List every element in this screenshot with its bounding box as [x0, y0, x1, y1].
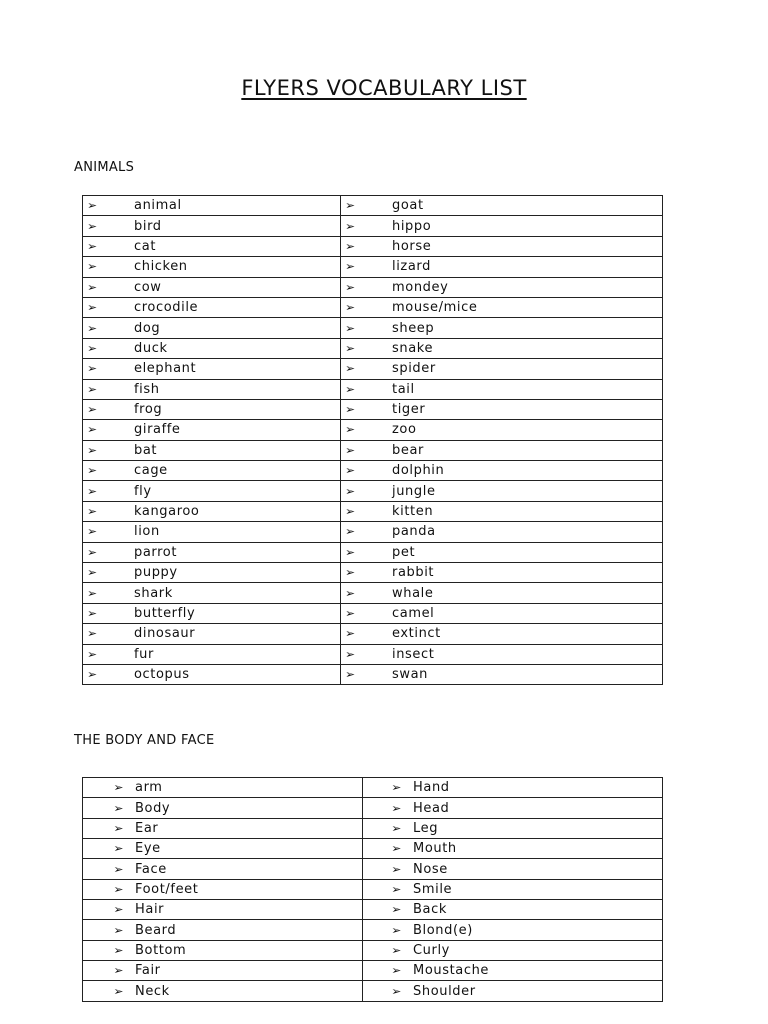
table-cell: [83, 542, 341, 562]
table-cell: [341, 359, 663, 379]
vocab-word: spider: [392, 361, 436, 377]
arrow-bullet-icon: ➢: [391, 943, 403, 957]
table-cell: [363, 981, 663, 1001]
arrow-bullet-icon: ➢: [113, 943, 125, 957]
vocab-word: cow: [134, 279, 162, 295]
table-cell: [341, 522, 663, 542]
vocab-word: tiger: [392, 402, 426, 418]
vocab-word: dolphin: [392, 463, 445, 479]
vocab-word: mondey: [392, 279, 449, 295]
table-cell: [363, 839, 663, 859]
table-cell: [341, 236, 663, 256]
arrow-bullet-icon: ➢: [87, 301, 98, 315]
table-cell: [83, 961, 363, 981]
vocab-word: horse: [392, 238, 432, 254]
vocab-word: snake: [392, 340, 434, 356]
vocab-word: mouse/mice: [392, 300, 478, 316]
arrow-bullet-icon: ➢: [113, 842, 125, 856]
table-cell: [83, 461, 341, 481]
vocab-word: kangaroo: [134, 504, 200, 520]
vocab-word: panda: [392, 524, 436, 540]
table-cell: [83, 940, 363, 960]
arrow-bullet-icon: ➢: [345, 668, 356, 682]
table-row: [83, 778, 663, 798]
arrow-bullet-icon: ➢: [87, 239, 98, 253]
arrow-bullet-icon: ➢: [345, 260, 356, 274]
table-cell: [83, 277, 341, 297]
arrow-bullet-icon: ➢: [87, 280, 98, 294]
vocab-word: Mouth: [413, 841, 457, 857]
table-cell: [83, 859, 363, 879]
vocab-word: fur: [134, 646, 154, 662]
arrow-bullet-icon: ➢: [113, 882, 125, 896]
vocab-word: Curly: [413, 942, 450, 958]
table-cell: [363, 900, 663, 920]
arrow-bullet-icon: ➢: [87, 382, 98, 396]
arrow-bullet-icon: ➢: [113, 923, 125, 937]
vocab-word: Moustache: [413, 963, 490, 979]
vocab-word: Neck: [135, 983, 170, 999]
arrow-bullet-icon: ➢: [113, 821, 125, 835]
arrow-bullet-icon: ➢: [87, 199, 98, 213]
arrow-bullet-icon: ➢: [87, 260, 98, 274]
table-cell: [341, 501, 663, 521]
table-row: [83, 481, 663, 501]
table-row: [83, 644, 663, 664]
vocab-word: Back: [413, 902, 447, 918]
vocab-word: shark: [134, 585, 173, 601]
arrow-bullet-icon: ➢: [391, 903, 403, 917]
table-row: [83, 461, 663, 481]
table-cell: [363, 879, 663, 899]
table-row: [83, 440, 663, 460]
table-cell: [83, 644, 341, 664]
arrow-bullet-icon: ➢: [391, 821, 403, 835]
table-cell: [83, 920, 363, 940]
arrow-bullet-icon: ➢: [87, 464, 98, 478]
vocab-word: bird: [134, 218, 162, 234]
vocab-word: cat: [134, 238, 157, 254]
table-row: [83, 961, 663, 981]
vocab-word: Blond(e): [413, 922, 473, 938]
table-cell: [83, 399, 341, 419]
table-row: [83, 522, 663, 542]
arrow-bullet-icon: ➢: [87, 647, 98, 661]
table-cell: [341, 399, 663, 419]
vocab-word: octopus: [134, 667, 190, 683]
table-cell: [363, 940, 663, 960]
vocab-word: dinosaur: [134, 626, 196, 642]
table-row: [83, 859, 663, 879]
section-heading-body-and-face: THE BODY AND FACE: [74, 733, 215, 748]
vocab-word: Hand: [413, 780, 450, 796]
vocab-word: arm: [135, 780, 163, 796]
vocab-word: animal: [134, 198, 182, 214]
table-cell: [83, 257, 341, 277]
vocab-word: crocodile: [134, 300, 199, 316]
arrow-bullet-icon: ➢: [345, 219, 356, 233]
vocab-word: kitten: [392, 504, 434, 520]
table-cell: [83, 440, 341, 460]
table-cell: [83, 379, 341, 399]
vocab-word: dog: [134, 320, 161, 336]
table-cell: [341, 196, 663, 216]
table-cell: [341, 318, 663, 338]
table-cell: [363, 961, 663, 981]
arrow-bullet-icon: ➢: [345, 403, 356, 417]
table-cell: [83, 818, 363, 838]
vocab-word: bear: [392, 442, 424, 458]
table-row: [83, 624, 663, 644]
arrow-bullet-icon: ➢: [345, 301, 356, 315]
table-cell: [83, 216, 341, 236]
table-row: [83, 399, 663, 419]
vocab-word: Leg: [413, 820, 439, 836]
section-heading-animals: ANIMALS: [74, 160, 135, 175]
page-title: FLYERS VOCABULARY LIST: [241, 76, 527, 100]
arrow-bullet-icon: ➢: [87, 219, 98, 233]
table-row: [83, 981, 663, 1001]
vocab-word: swan: [392, 667, 429, 683]
arrow-bullet-icon: ➢: [87, 586, 98, 600]
table-cell: [341, 440, 663, 460]
vocab-word: Foot/feet: [135, 881, 199, 897]
table-cell: [83, 798, 363, 818]
table-cell: [83, 236, 341, 256]
table-row: [83, 338, 663, 358]
arrow-bullet-icon: ➢: [345, 362, 356, 376]
arrow-bullet-icon: ➢: [345, 464, 356, 478]
table-row: [83, 542, 663, 562]
arrow-bullet-icon: ➢: [345, 505, 356, 519]
table-cell: [83, 778, 363, 798]
vocab-word: giraffe: [134, 422, 181, 438]
table-row: [83, 940, 663, 960]
table-row: [83, 583, 663, 603]
arrow-bullet-icon: ➢: [345, 484, 356, 498]
vocab-word: hippo: [392, 218, 432, 234]
vocab-word: fish: [134, 381, 160, 397]
arrow-bullet-icon: ➢: [87, 668, 98, 682]
arrow-bullet-icon: ➢: [345, 525, 356, 539]
arrow-bullet-icon: ➢: [391, 882, 403, 896]
table-row: [83, 236, 663, 256]
table-cell: [83, 563, 341, 583]
arrow-bullet-icon: ➢: [345, 423, 356, 437]
vocab-word: Ear: [135, 820, 159, 836]
vocab-word: sheep: [392, 320, 435, 336]
vocab-word: Face: [135, 861, 167, 877]
table-cell: [83, 603, 341, 623]
table-cell: [341, 379, 663, 399]
arrow-bullet-icon: ➢: [87, 627, 98, 641]
arrow-bullet-icon: ➢: [87, 443, 98, 457]
table-cell: [83, 196, 341, 216]
table-cell: [83, 839, 363, 859]
arrow-bullet-icon: ➢: [345, 586, 356, 600]
vocab-word: Shoulder: [413, 983, 476, 999]
arrow-bullet-icon: ➢: [345, 321, 356, 335]
arrow-bullet-icon: ➢: [87, 505, 98, 519]
table-row: [83, 839, 663, 859]
arrow-bullet-icon: ➢: [87, 341, 98, 355]
arrow-bullet-icon: ➢: [87, 423, 98, 437]
table-cell: [83, 664, 341, 684]
table-cell: [341, 481, 663, 501]
arrow-bullet-icon: ➢: [87, 362, 98, 376]
table-row: [83, 920, 663, 940]
table-cell: [341, 542, 663, 562]
vocab-word: parrot: [134, 544, 178, 560]
table-cell: [83, 501, 341, 521]
table-row: [83, 420, 663, 440]
table-cell: [83, 318, 341, 338]
vocab-word: butterfly: [134, 606, 196, 621]
arrow-bullet-icon: ➢: [345, 199, 356, 213]
arrow-bullet-icon: ➢: [87, 321, 98, 335]
vocab-word: frog: [134, 402, 163, 418]
vocab-word: Fair: [135, 963, 161, 979]
table-cell: [341, 664, 663, 684]
vocab-word: camel: [392, 606, 435, 621]
table-cell: [363, 818, 663, 838]
table-cell: [341, 624, 663, 644]
arrow-bullet-icon: ➢: [87, 607, 98, 620]
table-cell: [341, 297, 663, 317]
vocab-word: Smile: [413, 881, 453, 897]
table-row: [83, 563, 663, 583]
vocab-word: fly: [134, 483, 152, 499]
table-cell: [83, 981, 363, 1001]
arrow-bullet-icon: ➢: [113, 964, 125, 978]
arrow-bullet-icon: ➢: [345, 280, 356, 294]
vocab-word: duck: [134, 340, 168, 356]
table-cell: [83, 879, 363, 899]
arrow-bullet-icon: ➢: [391, 923, 403, 937]
table-cell: [341, 216, 663, 236]
table-cell: [363, 778, 663, 798]
vocab-word: tail: [392, 381, 415, 397]
table-cell: [363, 798, 663, 818]
table-cell: [83, 359, 341, 379]
table-cell: [341, 644, 663, 664]
arrow-bullet-icon: ➢: [391, 781, 403, 795]
vocab-word: bat: [134, 442, 158, 458]
arrow-bullet-icon: ➢: [113, 801, 125, 815]
arrow-bullet-icon: ➢: [345, 627, 356, 641]
vocab-word: Beard: [135, 922, 177, 938]
arrow-bullet-icon: ➢: [391, 984, 403, 998]
vocab-word: Eye: [135, 841, 161, 857]
table-row: [83, 501, 663, 521]
arrow-bullet-icon: ➢: [113, 903, 125, 917]
table-cell: [83, 297, 341, 317]
table-row: [83, 664, 663, 684]
table-cell: [363, 920, 663, 940]
vocab-word: jungle: [392, 483, 436, 499]
table-row: [83, 196, 663, 216]
arrow-bullet-icon: ➢: [345, 341, 356, 355]
arrow-bullet-icon: ➢: [345, 239, 356, 253]
table-cell: [341, 583, 663, 603]
table-row: [83, 879, 663, 899]
table-row: [83, 818, 663, 838]
arrow-bullet-icon: ➢: [345, 443, 356, 457]
arrow-bullet-icon: ➢: [391, 862, 403, 876]
arrow-bullet-icon: ➢: [391, 801, 403, 815]
vocab-word: lizard: [392, 259, 431, 275]
table-cell: [83, 900, 363, 920]
animals-table: [82, 195, 663, 685]
table-cell: [341, 420, 663, 440]
arrow-bullet-icon: ➢: [345, 607, 356, 620]
vocab-word: Nose: [413, 861, 448, 877]
vocab-word: Bottom: [135, 942, 187, 958]
table-cell: [83, 338, 341, 358]
table-row: [83, 900, 663, 920]
vocab-word: pet: [392, 544, 416, 560]
arrow-bullet-icon: ➢: [87, 403, 98, 417]
arrow-bullet-icon: ➢: [345, 647, 356, 661]
arrow-bullet-icon: ➢: [345, 382, 356, 396]
table-row: [83, 277, 663, 297]
table-cell: [363, 859, 663, 879]
table-cell: [341, 603, 663, 623]
table-cell: [83, 583, 341, 603]
arrow-bullet-icon: ➢: [87, 545, 98, 559]
table-row: [83, 603, 663, 623]
table-row: [83, 798, 663, 818]
arrow-bullet-icon: ➢: [345, 545, 356, 559]
table-cell: [83, 481, 341, 501]
table-row: [83, 379, 663, 399]
table-cell: [83, 522, 341, 542]
table-row: [83, 257, 663, 277]
vocab-word: elephant: [134, 361, 197, 377]
table-cell: [341, 277, 663, 297]
body-and-face-table: [82, 777, 663, 1002]
arrow-bullet-icon: ➢: [345, 566, 356, 580]
arrow-bullet-icon: ➢: [113, 862, 125, 876]
arrow-bullet-icon: ➢: [87, 484, 98, 498]
vocab-word: extinct: [392, 626, 441, 642]
table-cell: [341, 257, 663, 277]
arrow-bullet-icon: ➢: [113, 984, 125, 998]
table-row: [83, 216, 663, 236]
arrow-bullet-icon: ➢: [87, 525, 98, 539]
vocab-word: whale: [392, 585, 434, 601]
arrow-bullet-icon: ➢: [113, 781, 125, 795]
vocab-word: Head: [413, 800, 450, 816]
vocab-word: chicken: [134, 259, 188, 275]
arrow-bullet-icon: ➢: [87, 566, 98, 580]
vocab-word: rabbit: [392, 565, 435, 581]
table-cell: [83, 624, 341, 644]
vocab-word: zoo: [392, 422, 417, 438]
vocab-word: insect: [392, 646, 435, 662]
vocab-word: lion: [134, 524, 160, 540]
arrow-bullet-icon: ➢: [391, 964, 403, 978]
table-row: [83, 318, 663, 338]
table-cell: [83, 420, 341, 440]
vocab-word: Body: [135, 800, 171, 816]
table-cell: [341, 461, 663, 481]
vocab-word: puppy: [134, 565, 178, 581]
table-row: [83, 359, 663, 379]
table-cell: [341, 563, 663, 583]
vocab-word: goat: [392, 198, 424, 214]
vocab-word: Hair: [135, 902, 165, 918]
vocab-word: cage: [134, 463, 168, 479]
arrow-bullet-icon: ➢: [391, 842, 403, 856]
table-cell: [341, 338, 663, 358]
table-row: [83, 297, 663, 317]
